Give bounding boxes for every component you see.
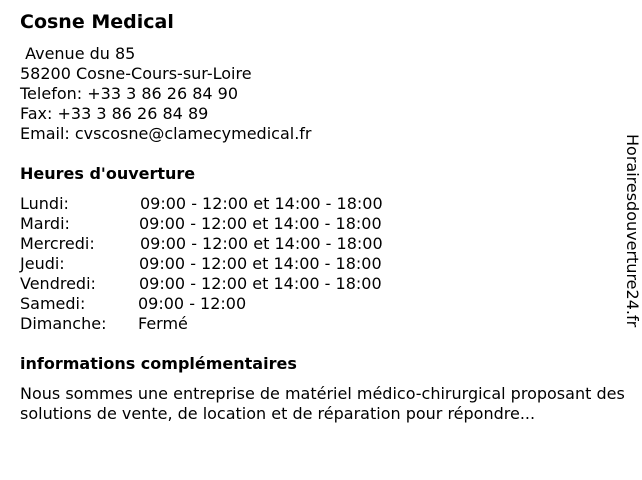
- day-hours: 09:00 - 12:00: [138, 294, 247, 313]
- phone-number: Telefon: +33 3 86 26 84 90: [20, 84, 239, 103]
- day-hours: 09:00 - 12:00 et 14:00 - 18:00: [139, 254, 382, 273]
- day-hours: Fermé: [138, 314, 188, 333]
- address-street: Avenue du 85: [20, 44, 136, 63]
- info-description: Nous sommes une entreprise de matériel médico-chirurgical proposant des solutions de vente, de location et de réparation pour répondre...: [20, 384, 625, 423]
- fax-number: Fax: +33 3 86 26 84 89: [20, 104, 209, 123]
- company-name: Cosne Medical: [20, 11, 174, 33]
- day-label: Dimanche:: [20, 314, 107, 333]
- address-block: [20, 44, 312, 144]
- address-city: 58200 Cosne-Cours-sur-Loire: [20, 64, 252, 83]
- day-label: Jeudi:: [20, 254, 65, 273]
- day-label: Vendredi:: [20, 274, 96, 293]
- day-label: Mardi:: [20, 214, 70, 233]
- day-hours: 09:00 - 12:00 et 14:00 - 18:00: [140, 194, 383, 213]
- day-label: Lundi:: [20, 194, 69, 213]
- day-hours: 09:00 - 12:00 et 14:00 - 18:00: [139, 274, 382, 293]
- hours-heading: Heures d'ouverture: [20, 164, 196, 183]
- site-watermark: Horairesdouverture24.fr: [623, 134, 642, 328]
- day-hours: 09:00 - 12:00 et 14:00 - 18:00: [139, 214, 382, 233]
- day-label: Mercredi:: [20, 234, 95, 253]
- day-hours: 09:00 - 12:00 et 14:00 - 18:00: [140, 234, 383, 253]
- day-label: Samedi:: [20, 294, 86, 313]
- info-heading: informations complémentaires: [20, 354, 297, 373]
- email-address: Email: cvscosne@clamecymedical.fr: [20, 124, 312, 143]
